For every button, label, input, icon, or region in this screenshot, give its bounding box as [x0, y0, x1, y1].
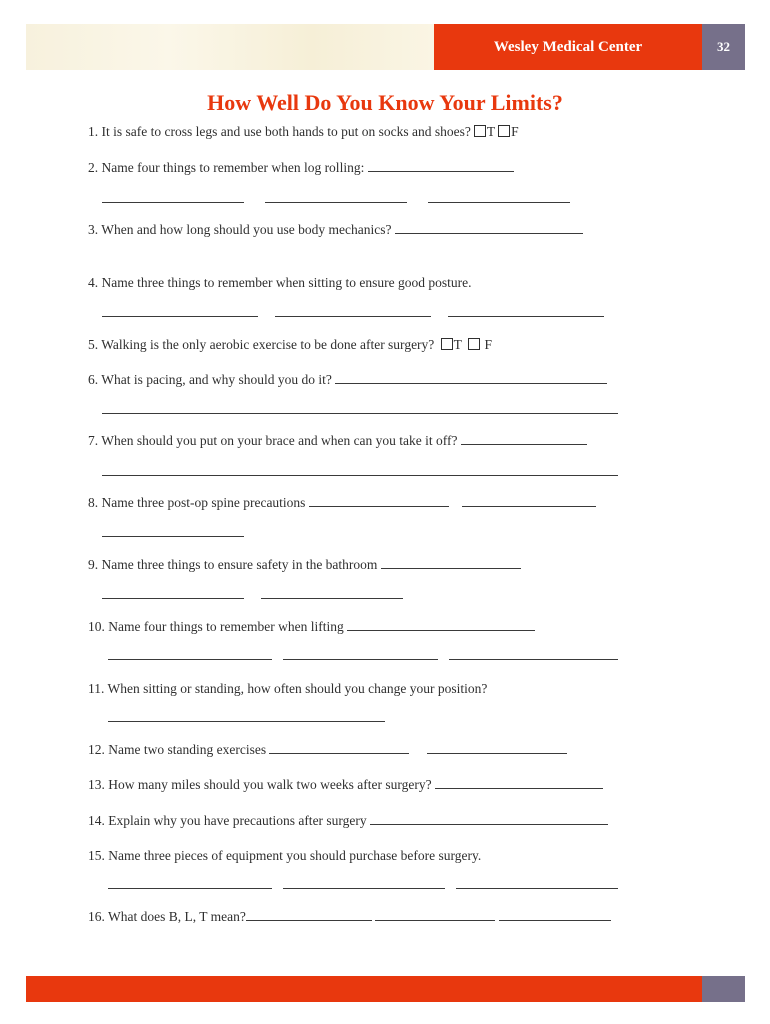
question-9	[88, 557, 521, 573]
true-checkbox[interactable]	[474, 125, 486, 137]
question-1-text: 1. It is safe to cross legs and use both hands to put on socks and shoes?	[88, 124, 471, 139]
footer-box	[702, 976, 745, 1002]
false-label: F	[511, 124, 519, 139]
question-12	[88, 742, 567, 758]
question-8	[88, 495, 596, 511]
answer-blank[interactable]	[448, 316, 604, 317]
question-6	[88, 372, 607, 388]
answer-blank[interactable]	[370, 813, 608, 825]
answer-blank[interactable]	[435, 777, 603, 789]
answer-blank[interactable]	[102, 536, 244, 537]
question-7	[88, 433, 587, 449]
answer-blank[interactable]	[108, 888, 272, 889]
question-13-text: 13. How many miles should you walk two weeks after surgery?	[88, 777, 432, 792]
answer-blank[interactable]	[283, 659, 438, 660]
answer-blank[interactable]	[246, 909, 372, 921]
header-title-bar	[434, 24, 702, 70]
true-checkbox[interactable]	[441, 338, 453, 350]
answer-blank[interactable]	[102, 316, 258, 317]
answer-blank[interactable]	[283, 888, 445, 889]
question-3-text: 3. When and how long should you use body mechanics?	[88, 222, 392, 237]
footer-bar	[26, 976, 702, 1002]
answer-blank[interactable]	[375, 909, 495, 921]
answer-blank[interactable]	[261, 598, 403, 599]
question-7-text: 7. When should you put on your brace and when can you take it off?	[88, 433, 458, 448]
answer-blank[interactable]	[335, 372, 607, 384]
answer-blank[interactable]	[456, 888, 618, 889]
true-label: T	[486, 124, 496, 139]
center-name: Wesley Medical Center	[493, 38, 643, 55]
question-11-text: 11. When sitting or standing, how often should you change your position?	[88, 681, 488, 696]
page-number-box	[702, 24, 745, 70]
answer-blank[interactable]	[108, 721, 385, 722]
answer-blank[interactable]	[102, 413, 618, 414]
answer-blank[interactable]	[347, 619, 535, 631]
question-16-text: 16. What does B, L, T mean?	[88, 909, 246, 924]
question-4-text: 4. Name three things to remember when sitting to ensure good posture.	[88, 275, 472, 290]
question-10	[88, 619, 535, 635]
question-14-text: 14. Explain why you have precautions after surgery	[88, 813, 367, 828]
question-6-text: 6. What is pacing, and why should you do it?	[88, 372, 332, 387]
question-3	[88, 222, 583, 238]
question-12-text: 12. Name two standing exercises	[88, 742, 267, 757]
question-4	[88, 275, 472, 291]
false-checkbox[interactable]	[468, 338, 480, 350]
false-label: F	[484, 337, 492, 352]
answer-blank[interactable]	[462, 495, 596, 507]
question-15-text: 15. Name three pieces of equipment you should purchase before surgery.	[88, 848, 482, 863]
answer-blank[interactable]	[108, 659, 272, 660]
answer-blank[interactable]	[381, 557, 521, 569]
false-checkbox[interactable]	[498, 125, 510, 137]
answer-blank[interactable]	[428, 202, 570, 203]
answer-blank[interactable]	[102, 475, 618, 476]
header-texture	[26, 24, 434, 70]
question-10-text: 10. Name four things to remember when lifting	[88, 619, 344, 634]
answer-blank[interactable]	[427, 742, 567, 754]
question-9-text: 9. Name three things to ensure safety in the bathroom	[88, 557, 378, 572]
question-1	[88, 124, 519, 140]
answer-blank[interactable]	[368, 160, 514, 172]
answer-blank[interactable]	[461, 433, 587, 445]
answer-blank[interactable]	[265, 202, 407, 203]
question-16	[88, 909, 611, 925]
question-14	[88, 813, 608, 829]
answer-blank[interactable]	[395, 222, 583, 234]
question-2	[88, 160, 514, 176]
answer-blank[interactable]	[309, 495, 449, 507]
question-2-text: 2. Name four things to remember when log rolling:	[88, 160, 365, 175]
answer-blank[interactable]	[275, 316, 431, 317]
question-13	[88, 777, 603, 793]
answer-blank[interactable]	[269, 742, 409, 754]
answer-blank[interactable]	[499, 909, 611, 921]
question-11	[88, 681, 487, 697]
answer-blank[interactable]	[102, 598, 244, 599]
true-label: T	[453, 337, 462, 352]
answer-blank[interactable]	[449, 659, 618, 660]
question-5-text: 5. Walking is the only aerobic exercise to be done after surgery?	[88, 337, 435, 352]
question-8-text: 8. Name three post-op spine precautions	[88, 495, 306, 510]
page-title: How Well Do You Know Your Limits?	[207, 90, 563, 115]
question-15	[88, 848, 481, 864]
question-5	[88, 337, 492, 353]
page-number: 32	[717, 39, 730, 54]
answer-blank[interactable]	[102, 202, 244, 203]
